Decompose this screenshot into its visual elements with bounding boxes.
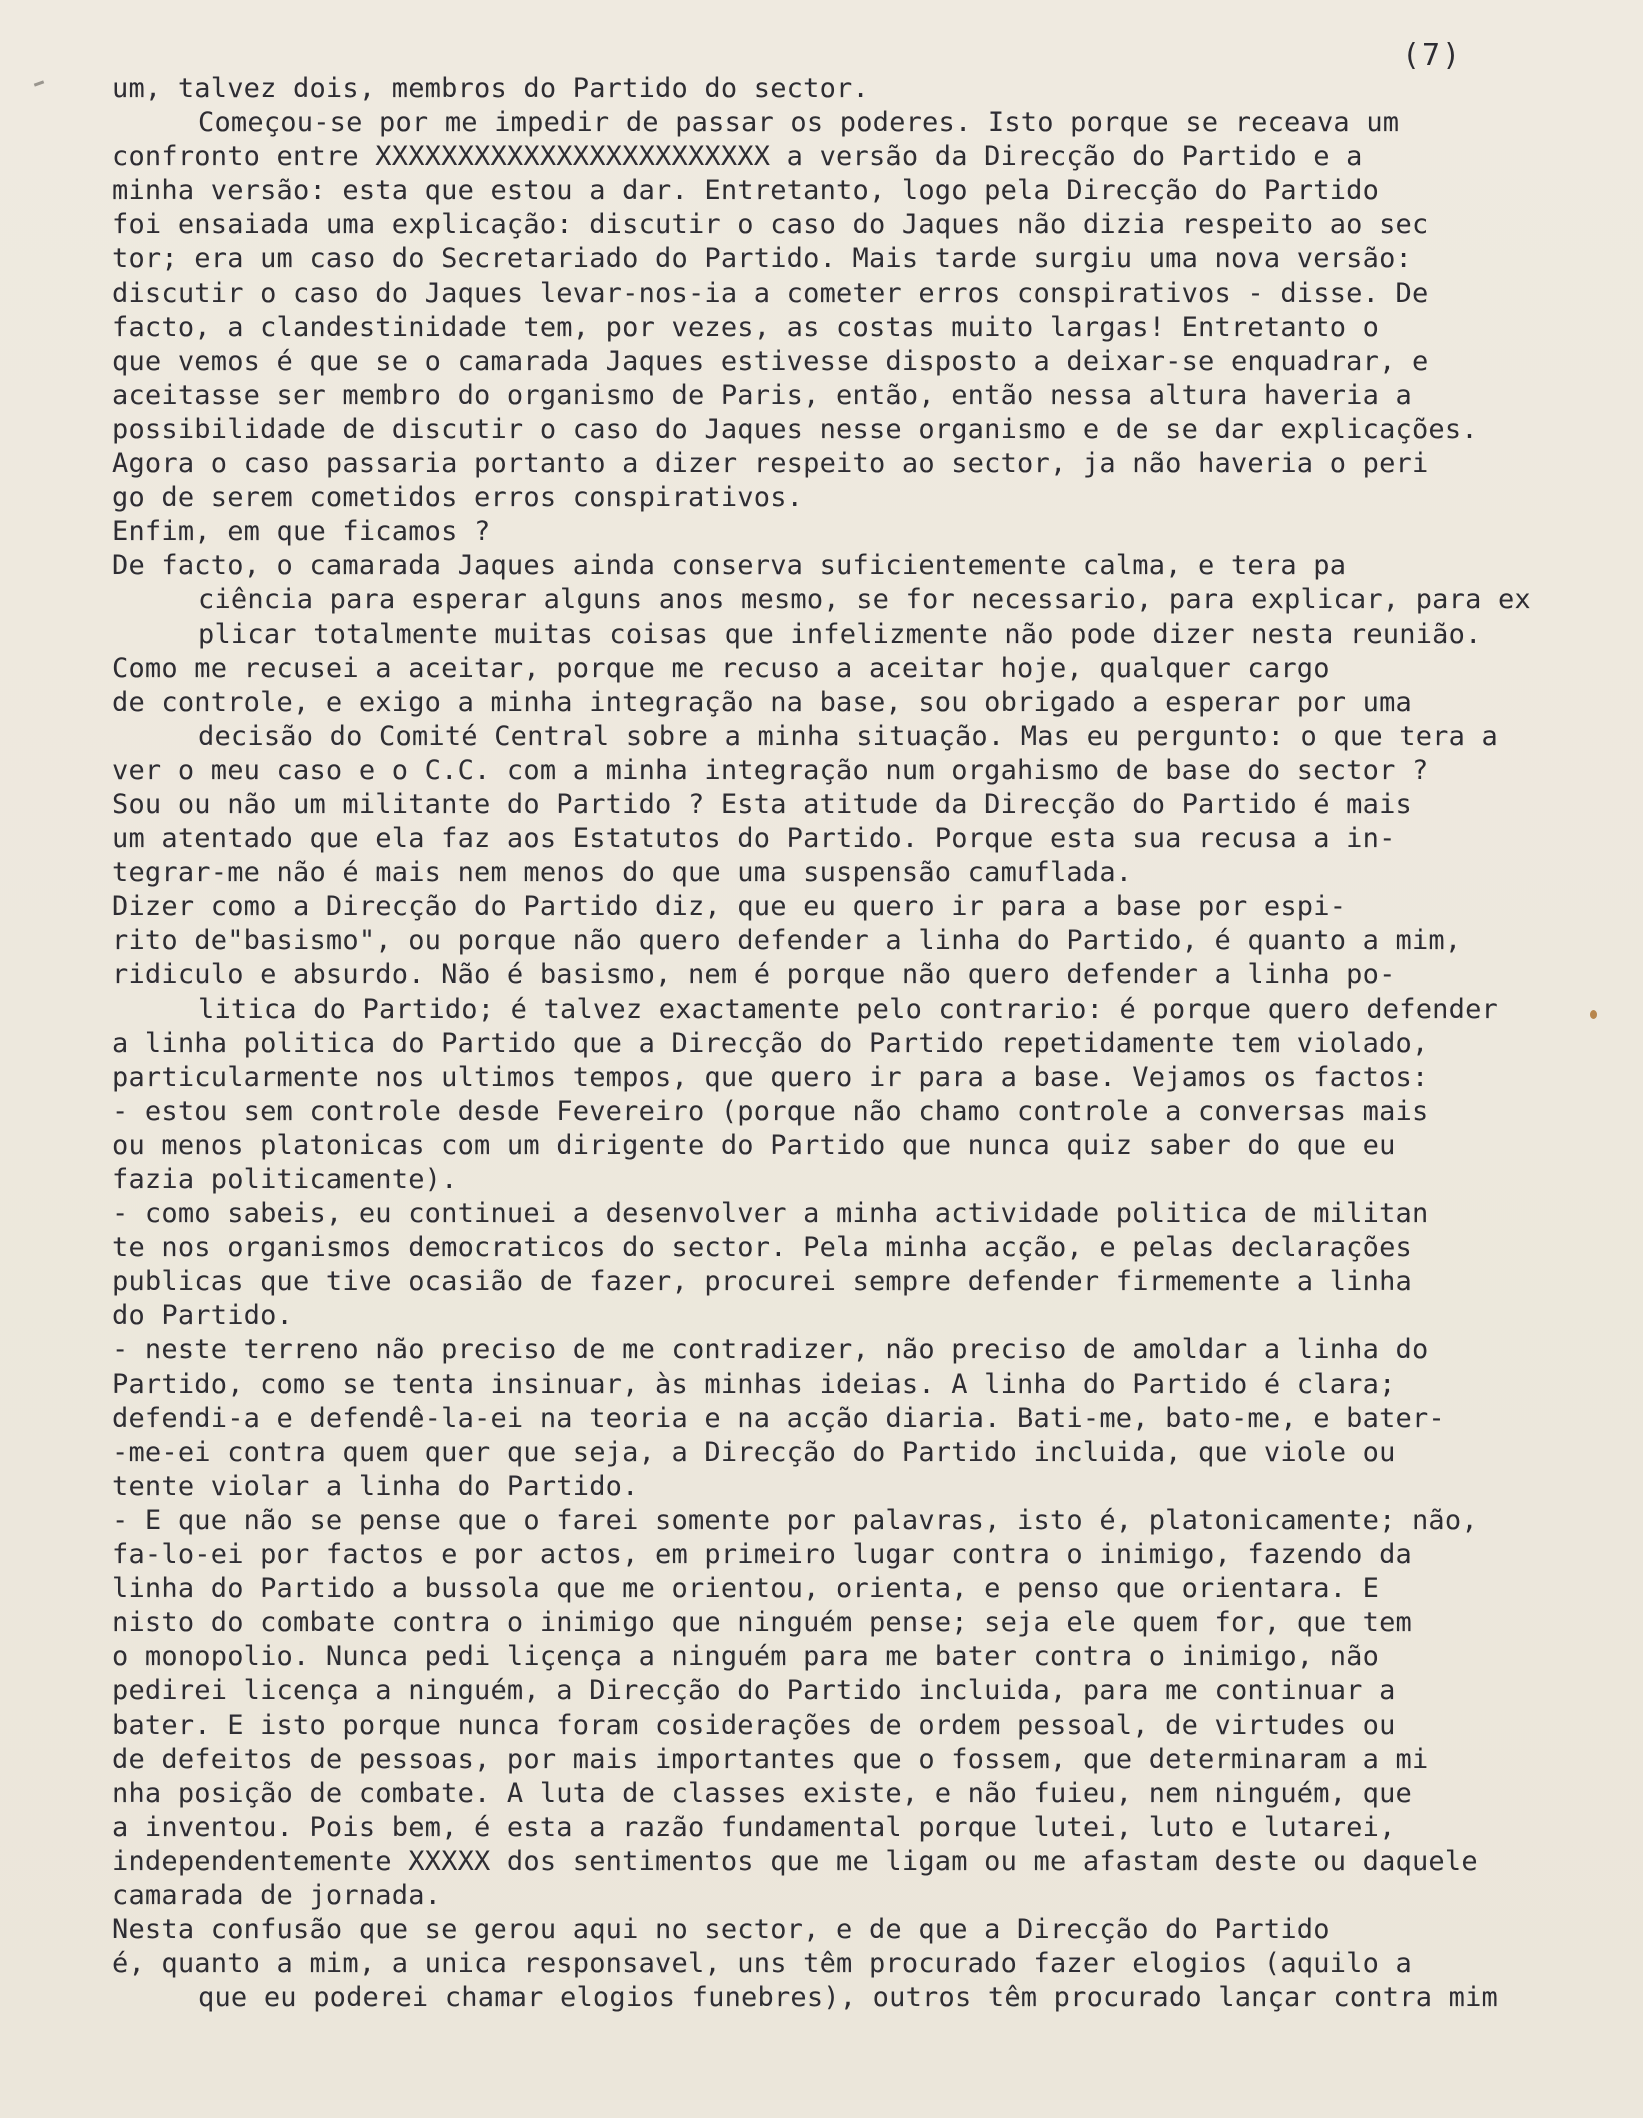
text-line: litica do Partido; é talvez exactamente pelo contrario: é porque quero defender <box>198 993 1498 1025</box>
text-line: camarada de jornada. <box>112 1879 442 1911</box>
text-line: -me-ei contra quem quer que seja, a Direcção do Partido incluida, que viole ou <box>112 1436 1396 1468</box>
text-line: - como sabeis, eu continuei a desenvolver a minha actividade politica de militan <box>112 1198 1429 1230</box>
text-line: - E que não se pense que o farei somente por palavras, isto é, platonicamente; não, <box>112 1504 1478 1536</box>
text-line: do Partido. <box>112 1300 294 1332</box>
text-line: de controle, e exigo a minha integração na base, sou obrigado a esperar por uma <box>112 686 1412 718</box>
text-line: defendi-a e defendê-la-ei na teoria e na acção diaria. Bati-me, bato-me, e bater- <box>112 1402 1445 1434</box>
text-line: fa-lo-ei por factos e por actos, em primeiro lugar contra o inimigo, fazendo da <box>112 1539 1412 1571</box>
text-line: rito de"basismo", ou porque não quero defender a linha do Partido, é quanto a mim, <box>112 925 1462 957</box>
text-line: Agora o caso passaria portanto a dizer respeito ao sector, ja não haveria o peri <box>112 448 1429 480</box>
text-line: discutir o caso do Jaques levar-nos-ia a cometer erros conspirativos - disse. De <box>112 277 1429 309</box>
text-line: Enfim, em que ficamos ? <box>112 516 491 548</box>
text-line: possibilidade de discutir o caso do Jaques nesse organismo e de se dar explicações. <box>112 413 1478 445</box>
text-line: que eu poderei chamar elogios funebres), outros têm procurado lançar contra mim <box>198 1982 1498 2014</box>
text-line: ridiculo e absurdo. Não é basismo, nem é porque não quero defender a linha po- <box>112 959 1396 991</box>
text-line <box>112 2049 1582 2083</box>
text-line: particularmente nos ultimos tempos, que quero ir para a base. Vejamos os factos: <box>112 1061 1429 1093</box>
text-line: ou menos platonicas com um dirigente do Partido que nunca quiz saber do que eu <box>112 1129 1396 1161</box>
page-number: (7) <box>1402 38 1463 73</box>
text-line: publicas que tive ocasião de fazer, procurei sempre defender firmemente a linha <box>112 1266 1412 1298</box>
text-line: um atentado que ela faz aos Estatutos do Partido. Porque esta sua recusa a in- <box>112 823 1396 855</box>
text-line: independentemente XXXXX dos sentimentos que me ligam ou me afastam deste ou daquele <box>112 1845 1478 1877</box>
text-line: ciência para esperar alguns anos mesmo, se for necessario, para explicar, para ex <box>198 584 1531 616</box>
text-line <box>112 2084 1582 2118</box>
text-line: de defeitos de pessoas, por mais importantes que o fossem, que determinaram a mi <box>112 1743 1429 1775</box>
text-line: Como me recusei a aceitar, porque me recuso a aceitar hoje, qualquer cargo <box>112 652 1330 684</box>
text-line: confronto entre XXXXXXXXXXXXXXXXXXXXXXXX a versão da Direcção do Partido e a <box>112 141 1363 173</box>
text-line: foi ensaiada uma explicação: discutir o caso do Jaques não dizia respeito ao sec <box>112 209 1429 241</box>
text-line: fazia politicamente). <box>112 1164 458 1195</box>
text-line: Começou-se por me impedir de passar os poderes. Isto porque se receava um <box>198 107 1400 139</box>
body-text <box>112 72 1582 2118</box>
text-line: bater. E isto porque nunca foram cosiderações de ordem pessoal, de virtudes ou <box>112 1709 1396 1741</box>
text-line: go de serem cometidos erros conspirativos. <box>112 482 804 514</box>
text-line: tor; era um caso do Secretariado do Partido. Mais tarde surgiu uma nova versão: <box>112 243 1412 275</box>
text-line: a inventou. Pois bem, é esta a razão fundamental porque lutei, luto e lutarei, <box>112 1811 1396 1843</box>
text-line <box>112 2015 1582 2049</box>
text-line: é, quanto a mim, a unica responsavel, uns têm procurado fazer elogios (aquilo a <box>112 1948 1412 1980</box>
ink-spot <box>1590 1010 1597 1019</box>
text-line: De facto, o camarada Jaques ainda conserva suficientemente calma, e tera pa <box>112 550 1347 582</box>
text-line: - neste terreno não preciso de me contradizer, não preciso de amoldar a linha do <box>112 1334 1429 1366</box>
text-line: tente violar a linha do Partido. <box>112 1470 639 1502</box>
text-line: Sou ou não um militante do Partido ? Esta atitude da Direcção do Partido é mais <box>112 788 1412 820</box>
text-line: a linha politica do Partido que a Direcção do Partido repetidamente tem violado, <box>112 1027 1429 1059</box>
text-line: tegrar-me não é mais nem menos do que uma suspensão camuflada. <box>112 857 1133 889</box>
text-line: o monopolio. Nunca pedi liçença a ninguém para me bater contra o inimigo, não <box>112 1641 1380 1673</box>
text-line: nha posição de combate. A luta de classes existe, e não fuieu, nem ninguém, que <box>112 1777 1412 1809</box>
text-line: que vemos é que se o camarada Jaques estivesse disposto a deixar-se enquadrar, e <box>112 345 1429 377</box>
text-line: um, talvez dois, membros do Partido do sector. <box>112 73 869 104</box>
text-line: minha versão: esta que estou a dar. Entretanto, logo pela Direcção do Partido <box>112 175 1380 207</box>
text-line: pedirei licença a ninguém, a Direcção do Partido incluida, para me continuar a <box>112 1675 1396 1707</box>
text-line: decisão do Comité Central sobre a minha situação. Mas eu pergunto: o que tera a <box>198 720 1498 752</box>
text-line: Dizer como a Direcção do Partido diz, que eu quero ir para a base por espi- <box>112 891 1347 923</box>
text-line: plicar totalmente muitas coisas que infelizmente não pode dizer nesta reunião. <box>198 618 1482 650</box>
text-line: aceitasse ser membro do organismo de Paris, então, então nessa altura haveria a <box>112 379 1412 411</box>
text-line: linha do Partido a bussola que me orientou, orienta, e penso que orientara. E <box>112 1573 1380 1605</box>
text-line: Partido, como se tenta insinuar, às minhas ideias. A linha do Partido é clara; <box>112 1368 1396 1400</box>
text-line: - estou sem controle desde Fevereiro (porque não chamo controle a conversas mais <box>112 1095 1429 1127</box>
text-line: Nesta confusão que se gerou aqui no sector, e de que a Direcção do Partido <box>112 1914 1330 1946</box>
text-line: ver o meu caso e o C.C. com a minha integração num orgahismo de base do sector ? <box>112 754 1429 786</box>
paper-mark <box>34 80 44 86</box>
text-line: facto, a clandestinidade tem, por vezes, as costas muito largas! Entretanto o <box>112 311 1380 343</box>
text-line: te nos organismos democraticos do sector. Pela minha acção, e pelas declarações <box>112 1232 1412 1264</box>
text-line: nisto do combate contra o inimigo que ninguém pense; seja ele quem for, que tem <box>112 1607 1412 1639</box>
